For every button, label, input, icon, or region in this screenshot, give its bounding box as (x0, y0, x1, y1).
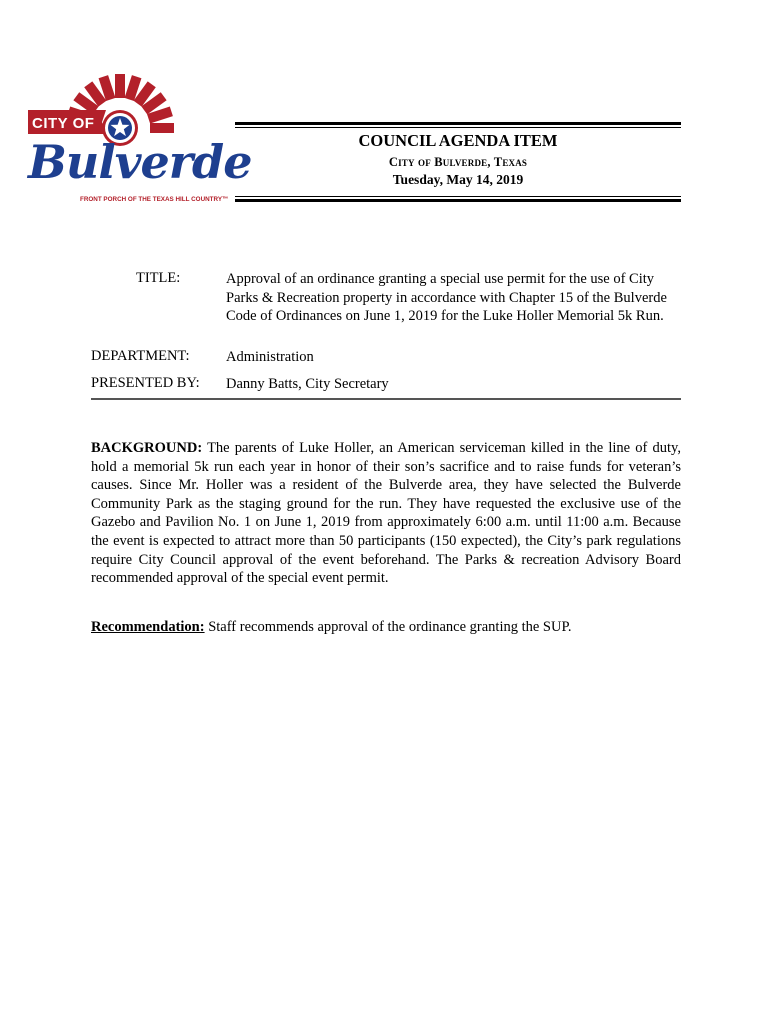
background-label: BACKGROUND: (91, 440, 203, 456)
recommendation-text: Staff recommends approval of the ordinance granting the SUP. (208, 619, 572, 635)
city-logo (26, 72, 252, 212)
department-value: Administration (226, 349, 314, 365)
recommendation-section (91, 618, 681, 637)
header-rule-top-thick (235, 122, 681, 125)
title-value: Approval of an ordinance granting a special use permit for the use of City Parks & Recreation property in accordance with Chapter 15 of the Bulverde Code of Ordinances on June 1, 2019 for the Luke Holler Memorial 5k Run. (226, 271, 667, 324)
background-section (91, 439, 681, 588)
logo-bulverde-text: Bulverde (28, 135, 252, 189)
header-rule-bottom-thin (235, 196, 681, 197)
presented-by-value: Danny Batts, City Secretary (226, 376, 389, 392)
meeting-date: Tuesday, May 14, 2019 (392, 172, 524, 187)
recommendation-label: Recommendation: (91, 619, 205, 635)
logo-tagline: FRONT PORCH OF THE TEXAS HILL COUNTRY™ (80, 196, 229, 203)
logo-city-of-text: CITY OF (32, 115, 95, 132)
city-name: City of Bulverde, Texas (388, 155, 528, 169)
background-text: The parents of Luke Holler, an American serviceman killed in the line of duty, hold a memorial 5k run each year in honor of their son’s sacrifice and to raise funds for veteran’s causes. Since Mr. Holler was a resident of the Bulverde area, they have selected the Bulverde Community Park as the staging ground for the run. They have requested the exclusive use of the Gazebo and Pavilion No. 1 on June 1, 2019 from approximately 6:00 a.m. until 11:00 a.m. Because the event is expected to attract more than 50 participants (150 expected), the City’s park regulations require City Council approval of the event beforehand. The Parks & recreation Advisory Board recommended approval of the special event permit. (91, 440, 681, 587)
department-label: DEPARTMENT: (91, 348, 190, 364)
section-divider (91, 398, 681, 400)
title-label: TITLE: (136, 270, 181, 286)
header-rule-bottom-thick (235, 199, 681, 202)
presented-by-label: PRESENTED BY: (91, 375, 200, 391)
agenda-heading: COUNCIL AGENDA ITEM (358, 131, 558, 150)
header-rule-top-thin (235, 127, 681, 128)
